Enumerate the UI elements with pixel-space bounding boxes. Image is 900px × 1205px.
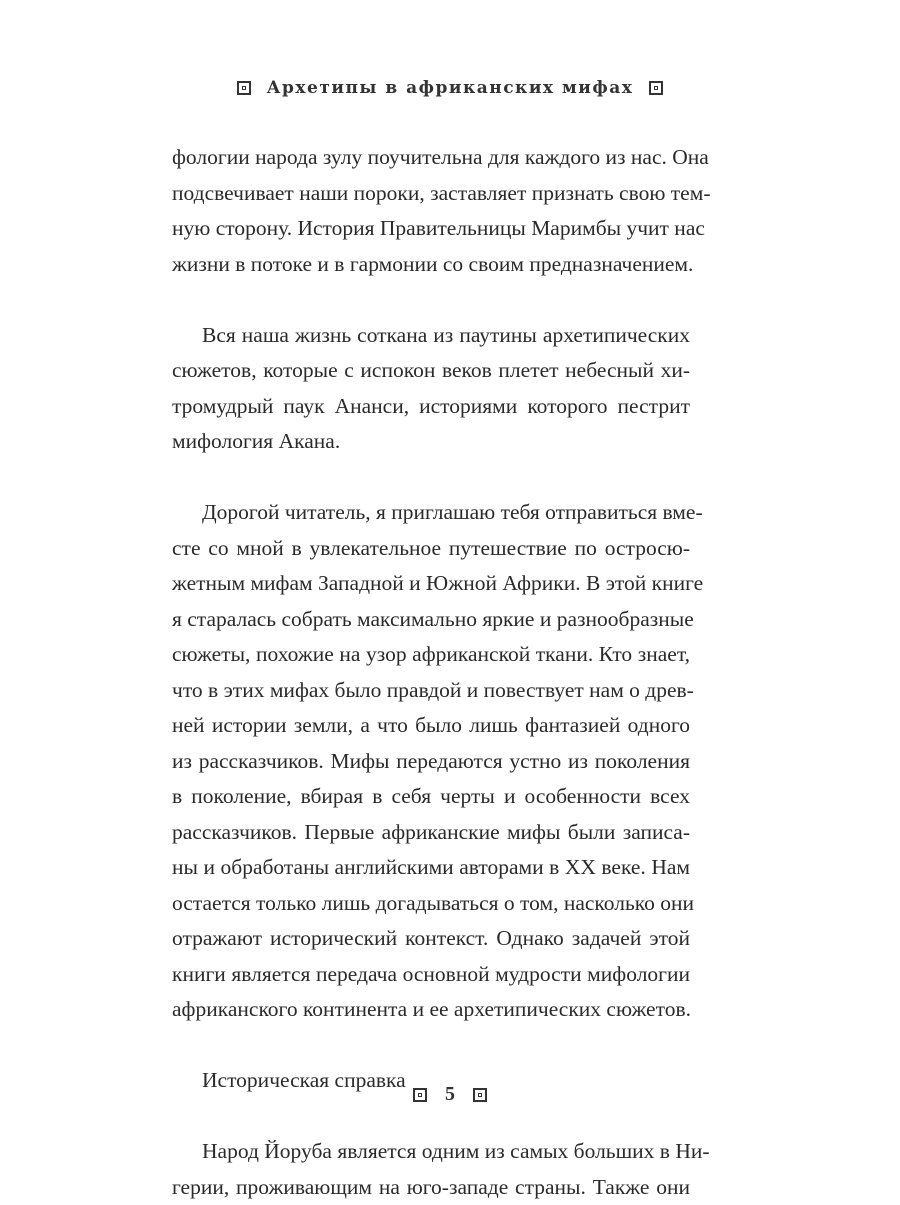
square-ornament-icon — [237, 81, 251, 95]
text-line: книги является передача основной мудрости мифологии — [172, 957, 690, 993]
running-title: Архетипы в африканских мифах — [267, 78, 634, 98]
text-line: сюжеты, похожие на узор африканской ткани. Кто знает, — [172, 637, 690, 673]
text-line: жизни в потоке и в гармонии со своим предназначением. — [172, 247, 690, 283]
text-line: тромудрый паук Ананси, историями которого пестрит — [172, 389, 690, 425]
text-line: остается только лишь догадываться о том, насколько они — [172, 886, 690, 922]
body-text — [172, 140, 690, 1205]
square-ornament-icon — [649, 81, 663, 95]
text-line: Дорогой читатель, я приглашаю тебя отправиться вме- — [172, 495, 690, 531]
text-line: из рассказчиков. Мифы передаются устно из поколения — [172, 744, 690, 780]
section-subheading: Историческая справка — [172, 1063, 690, 1099]
text-line: африканского континента и ее архетипических сюжетов. — [172, 992, 690, 1028]
running-header — [0, 78, 900, 98]
text-line: Вся наша жизнь соткана из паутины архетипических — [172, 318, 690, 354]
text-line: что в этих мифах было правдой и повествует нам о древ- — [172, 673, 690, 709]
text-line: герии, проживающим на юго-западе страны. Также они — [172, 1170, 690, 1205]
text-line: сте со мной в увлекательное путешествие по остросю- — [172, 531, 690, 567]
page-footer — [0, 1083, 900, 1106]
text-line: я старалась собрать максимально яркие и разнообразные — [172, 602, 690, 638]
text-line: подсвечивает наши пороки, заставляет признать свою тем- — [172, 176, 690, 212]
text-line: ней истории земли, а что было лишь фантазией одного — [172, 708, 690, 744]
text-line: ны и обработаны английскими авторами в XX веке. Нам — [172, 850, 690, 886]
text-line: рассказчиков. Первые африканские мифы были записа- — [172, 815, 690, 851]
page-number: 5 — [445, 1083, 455, 1106]
text-line: отражают исторический контекст. Однако задачей этой — [172, 921, 690, 957]
square-ornament-icon — [413, 1088, 427, 1102]
text-line: Народ Йоруба является одним из самых больших в Ни- — [172, 1134, 690, 1170]
text-line: сюжетов, которые с испокон веков плетет небесный хи- — [172, 353, 690, 389]
text-line: мифология Акана. — [172, 424, 690, 460]
text-line: фологии народа зулу поучительна для каждого из нас. Она — [172, 140, 690, 176]
text-line: в поколение, вбирая в себя черты и особенности всех — [172, 779, 690, 815]
text-line: ную сторону. История Правительницы Маримбы учит нас — [172, 211, 690, 247]
square-ornament-icon — [473, 1088, 487, 1102]
text-line: жетным мифам Западной и Южной Африки. В этой книге — [172, 566, 690, 602]
